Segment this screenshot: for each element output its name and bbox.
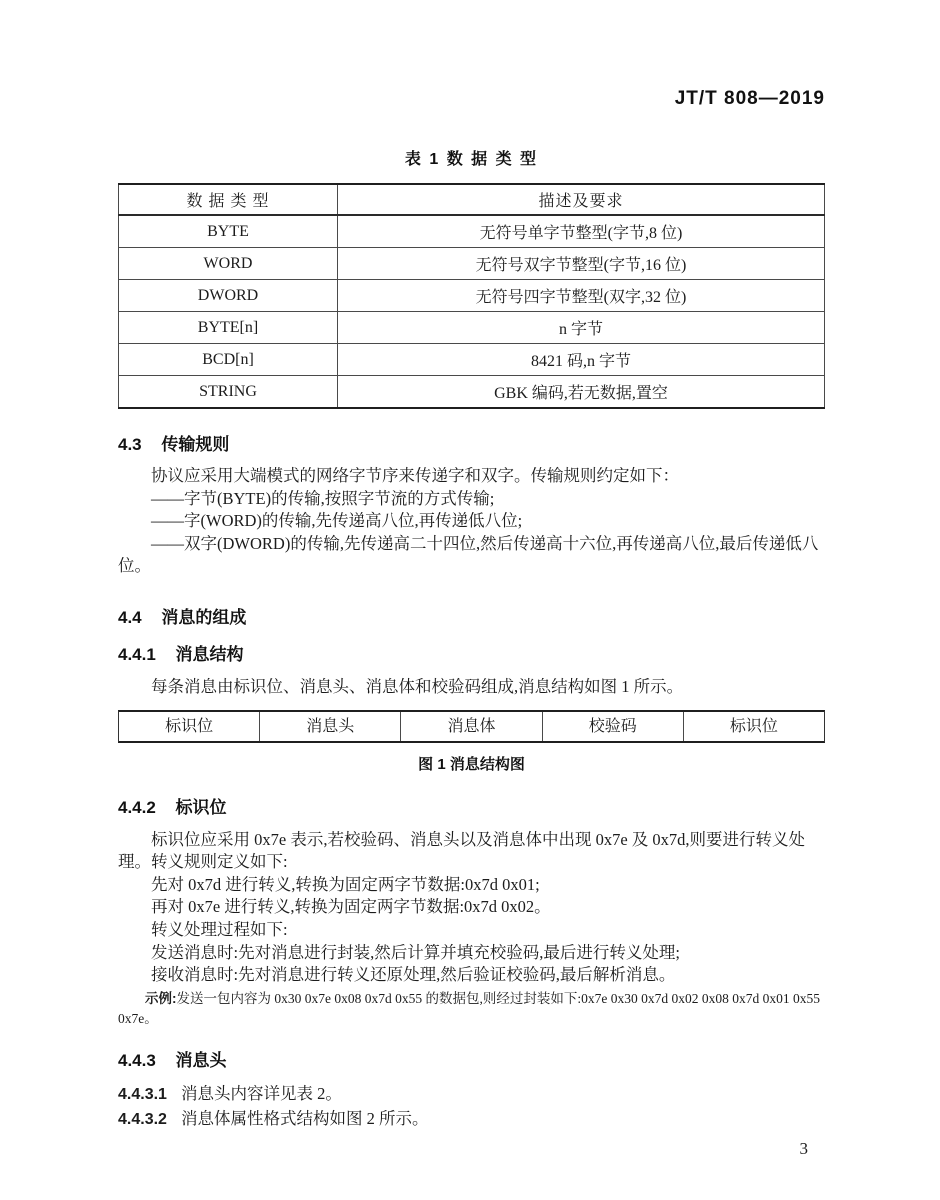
paragraph: 转义处理过程如下: (151, 919, 288, 939)
page-number: 3 (799, 1138, 808, 1158)
section-heading-4-4-3 (118, 1046, 825, 1071)
section-heading-4-4-1 (118, 640, 825, 665)
clause-text: 消息体属性格式结构如图 2 所示。 (180, 1108, 429, 1128)
section-heading-4-4 (118, 603, 825, 628)
list-item: ——字(WORD)的传输,先传递高八位,再传递低八位; (151, 511, 523, 531)
paragraph: 接收消息时:先对消息进行转义还原处理,然后验证校验码,最后解析消息。 (151, 965, 676, 985)
table1-caption: 表 1 数 据 类 型 (404, 151, 539, 168)
section-heading-4-3 (118, 430, 825, 455)
paragraph: 发送消息时:先对消息进行封装,然后计算并填充校验码,最后进行转义处理; (151, 942, 680, 962)
paragraph: 协议应采用大端模式的网络字节序来传递字和双字。传输规则约定如下： (151, 466, 679, 485)
section-number: 4.4.3 (118, 1050, 156, 1070)
section-title: 消息头 (175, 1050, 227, 1070)
page-content (118, 0, 825, 1159)
example-label: 示例: (145, 990, 177, 1006)
figure1-cell: 标识位 (119, 712, 260, 741)
section-number: 4.4 (118, 607, 142, 627)
table-row (119, 248, 825, 280)
example-text: 发送一包内容为 0x30 0x7e 0x08 0x7d 0x55 的数据包,则经过封装如下:0x7e 0x30 0x7d 0x02 0x08 0x7d 0x01 0x55 0x7e。 (118, 990, 820, 1026)
section-4-4-3-clauses (118, 1082, 825, 1132)
table-row (119, 215, 825, 248)
paragraph: 先对 0x7d 进行转义,转换为固定两字节数据:0x7d 0x01; (151, 874, 540, 894)
section-number: 4.3 (118, 435, 142, 454)
paragraph: 每条消息由标识位、消息头、消息体和校验码组成,消息结构如图 1 所示。 (151, 676, 684, 696)
table1-cell-type: WORD (119, 248, 338, 280)
clause (118, 1107, 825, 1132)
section-title: 消息结构 (175, 644, 244, 664)
section-title: 消息的组成 (161, 607, 247, 627)
figure1-cell: 消息头 (260, 712, 401, 741)
section-title: 传输规则 (161, 435, 230, 454)
table1-cell-desc: 无符号四字节整型(双字,32 位) (338, 280, 825, 312)
table1-cell-desc: GBK 编码,若无数据,置空 (338, 376, 825, 409)
table1-cell-desc: 8421 码,n 字节 (338, 344, 825, 376)
figure1-cell: 校验码 (543, 712, 684, 741)
table1-cell-desc: 无符号双字节整型(字节,16 位) (338, 248, 825, 280)
table1-header-type: 数 据 类 型 (119, 184, 338, 215)
section-4-4-1-body (118, 676, 825, 699)
clause-text: 消息头内容详见表 2。 (180, 1083, 342, 1103)
table-row (119, 344, 825, 376)
paragraph: 标识位应采用 0x7e 表示,若校验码、消息头以及消息体中出现 0x7e 及 0x7d,则要进行转义处理。转义规则定义如下: (118, 829, 806, 872)
clause-number: 4.4.3.2 (118, 1110, 167, 1128)
table-row (119, 376, 825, 409)
paragraph: 再对 0x7e 进行转义,转换为固定两字节数据:0x7d 0x02。 (151, 897, 551, 917)
table1-cell-desc: n 字节 (338, 312, 825, 344)
table-row (119, 280, 825, 312)
section-4-3-body (118, 465, 825, 578)
table1-data-types (118, 183, 825, 409)
table1-cell-type: STRING (119, 376, 338, 409)
doc-number-header: JT/T 808—2019 (674, 88, 825, 109)
list-item: ——双字(DWORD)的传输,先传递高二十四位,然后传递高十六位,再传递高八位,最后传递低八位。 (118, 533, 819, 576)
table1-cell-type: BYTE[n] (119, 312, 338, 344)
section-heading-4-4-2 (118, 793, 825, 818)
clause-number: 4.4.3.1 (118, 1085, 167, 1103)
table1-cell-type: BCD[n] (119, 344, 338, 376)
table1-cell-desc: 无符号单字节整型(字节,8 位) (338, 215, 825, 248)
clause (118, 1082, 825, 1107)
figure1-caption: 图 1 消息结构图 (418, 755, 525, 773)
figure1-message-structure (118, 710, 825, 743)
section-number: 4.4.1 (118, 644, 156, 664)
list-item: ——字节(BYTE)的传输,按照字节流的方式传输; (151, 488, 495, 508)
section-title: 标识位 (175, 797, 227, 817)
table1-header-desc: 描述及要求 (338, 184, 825, 215)
section-number: 4.4.2 (118, 797, 156, 817)
example-note (118, 989, 825, 1029)
table-row (119, 312, 825, 344)
figure1-cell: 消息体 (401, 712, 542, 741)
section-4-4-2-body (118, 829, 825, 987)
table1-cell-type: DWORD (119, 280, 338, 312)
figure1-cell: 标识位 (729, 717, 778, 735)
table1-cell-type: BYTE (119, 215, 338, 248)
table1-header-row (119, 184, 825, 215)
